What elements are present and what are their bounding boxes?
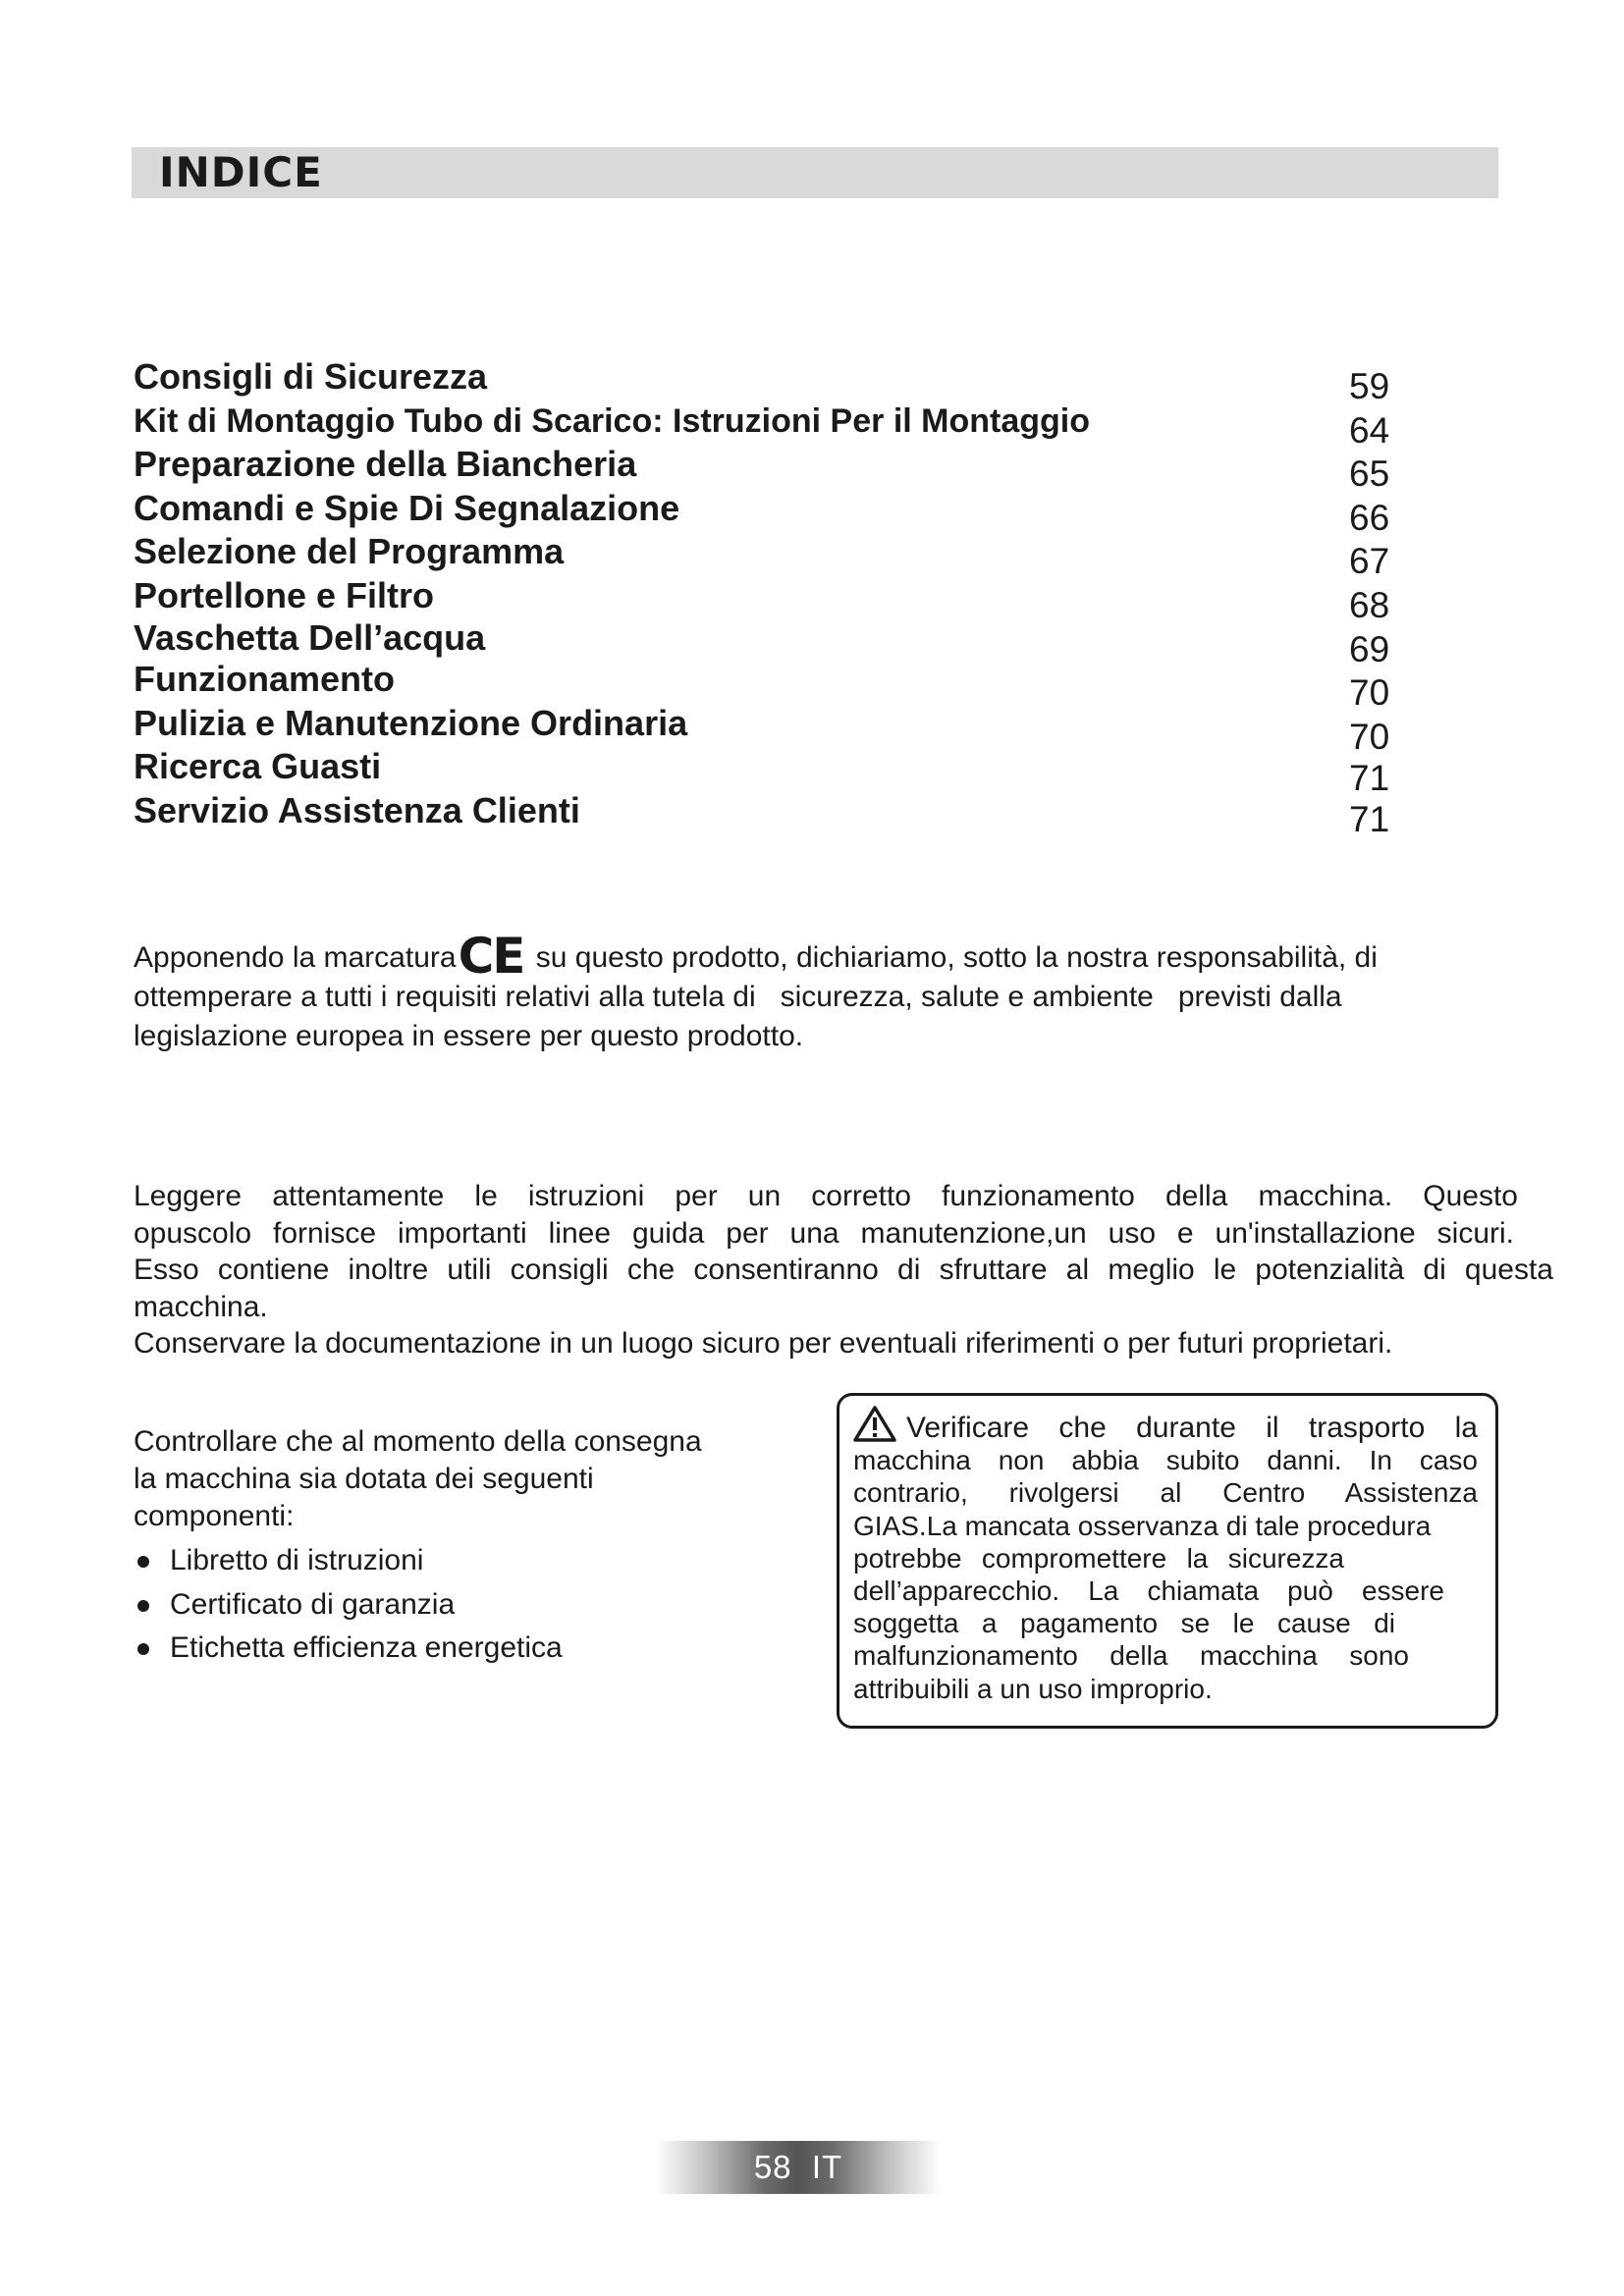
components-intro-line: componenti: bbox=[134, 1500, 295, 1532]
page-number: 58 IT bbox=[753, 2149, 843, 2185]
toc-item-title: Funzionamento bbox=[134, 659, 395, 699]
toc-item-page: 66 bbox=[1349, 497, 1390, 538]
warning-line bbox=[853, 1406, 1478, 1444]
toc-item-title: Servizio Assistenza Clienti bbox=[134, 789, 580, 830]
intro-line: macchina. bbox=[134, 1290, 268, 1323]
page-title: INDICE bbox=[159, 148, 323, 196]
toc-page-numbers bbox=[1349, 365, 1408, 842]
warning-text: Verificare che durante il trasporto la bbox=[906, 1412, 1478, 1444]
bullet-icon bbox=[137, 1643, 149, 1655]
bullet-icon bbox=[137, 1600, 149, 1612]
warning-line: dell’apparecchio. La chiamata può essere bbox=[853, 1575, 1444, 1607]
toc-item-title: Vaschetta Dell’acqua bbox=[134, 617, 486, 658]
components-intro-line: la macchina sia dotata dei seguenti bbox=[134, 1463, 594, 1495]
intro-line: opuscolo fornisce importanti linee guida per una manutenzione,un uso e un'installazione sicuri. bbox=[134, 1216, 1514, 1250]
bullet-icon bbox=[137, 1556, 149, 1568]
list-item bbox=[134, 1539, 801, 1583]
index-header-band bbox=[132, 147, 1498, 198]
toc-item-title: Ricerca Guasti bbox=[134, 746, 382, 786]
components-intro-line: Controllare che al momento della consegna bbox=[134, 1425, 702, 1458]
warning-line: malfunzionamento della macchina sono bbox=[853, 1640, 1409, 1672]
list-item bbox=[134, 1627, 801, 1671]
toc-item-page: 67 bbox=[1349, 541, 1390, 582]
intro-line: Esso contiene inoltre utili consigli che consentiranno di sfruttare al meglio le potenzialità di questa bbox=[134, 1254, 1553, 1286]
toc-item-page: 70 bbox=[1349, 672, 1390, 714]
toc-item-page: 70 bbox=[1349, 716, 1390, 757]
toc-item-page: 64 bbox=[1349, 409, 1390, 451]
toc-item-title: Preparazione della Biancheria bbox=[134, 444, 637, 484]
toc-item-page: 71 bbox=[1349, 758, 1390, 799]
warning-line: potrebbe compromettere la sicurezza bbox=[853, 1542, 1344, 1574]
toc-item-title: Pulizia e Manutenzione Ordinaria bbox=[134, 702, 688, 743]
intro-line: Conservare la documentazione in un luogo sicuro per eventuali riferimenti o per futuri proprietari. bbox=[134, 1327, 1393, 1360]
ce-text-before: Apponendo la marcatura bbox=[134, 941, 457, 974]
toc-item-page: 65 bbox=[1349, 454, 1390, 495]
warning-line: macchina non abbia subito danni. In caso bbox=[853, 1445, 1478, 1476]
ce-statement-line: ottemperare a tutti i requisiti relativi alla tutela di sicurezza, salute e ambiente previsti dalla bbox=[134, 981, 1342, 1013]
ce-statement-line bbox=[134, 928, 1528, 985]
warning-line: GIAS.La mancata osservanza di tale procedura bbox=[853, 1510, 1432, 1541]
components-list bbox=[134, 1539, 801, 1671]
list-item-label: Certificato di garanzia bbox=[170, 1587, 456, 1621]
list-item-label: Etichetta efficienza energetica bbox=[170, 1631, 563, 1664]
ce-mark-icon: CE bbox=[458, 928, 524, 985]
warning-box bbox=[837, 1393, 1498, 1729]
toc-titles bbox=[134, 355, 1312, 832]
toc-item-page: 71 bbox=[1349, 799, 1390, 840]
intro-line: Leggere attentamente le istruzioni per un corretto funzionamento della macchina. Questo bbox=[134, 1180, 1518, 1212]
warning-triangle-icon bbox=[853, 1406, 896, 1443]
toc-item-title: Consigli di Sicurezza bbox=[134, 356, 488, 397]
toc-item-page: 68 bbox=[1349, 584, 1390, 625]
toc-item-page: 59 bbox=[1349, 366, 1390, 406]
toc-item-title: Selezione del Programma bbox=[134, 531, 565, 571]
ce-text-after: su questo prodotto, dichiariamo, sotto la nostra responsabilità, di bbox=[527, 941, 1378, 974]
page-number-band bbox=[656, 2141, 941, 2194]
toc-item-page: 69 bbox=[1349, 628, 1390, 669]
intro-paragraph bbox=[134, 1178, 1553, 1362]
delivery-components bbox=[134, 1423, 801, 1671]
list-item bbox=[134, 1583, 801, 1628]
warning-line: attribuibili a un uso improprio. bbox=[853, 1673, 1213, 1704]
ce-statement-line: legislazione europea in essere per questo prodotto. bbox=[134, 1020, 804, 1052]
ce-statement bbox=[134, 928, 1528, 1056]
list-item-label: Libretto di istruzioni bbox=[170, 1544, 424, 1576]
warning-line: contrario, rivolgersi al Centro Assistenza bbox=[853, 1477, 1478, 1509]
toc-item-title: Portellone e Filtro bbox=[134, 574, 435, 615]
toc-item-title: Comandi e Spie Di Segnalazione bbox=[134, 487, 680, 528]
warning-line: soggetta a pagamento se le cause di bbox=[853, 1608, 1395, 1639]
toc-item-title: Kit di Montaggio Tubo di Scarico: Istruzioni Per il Montaggio bbox=[134, 401, 1090, 440]
